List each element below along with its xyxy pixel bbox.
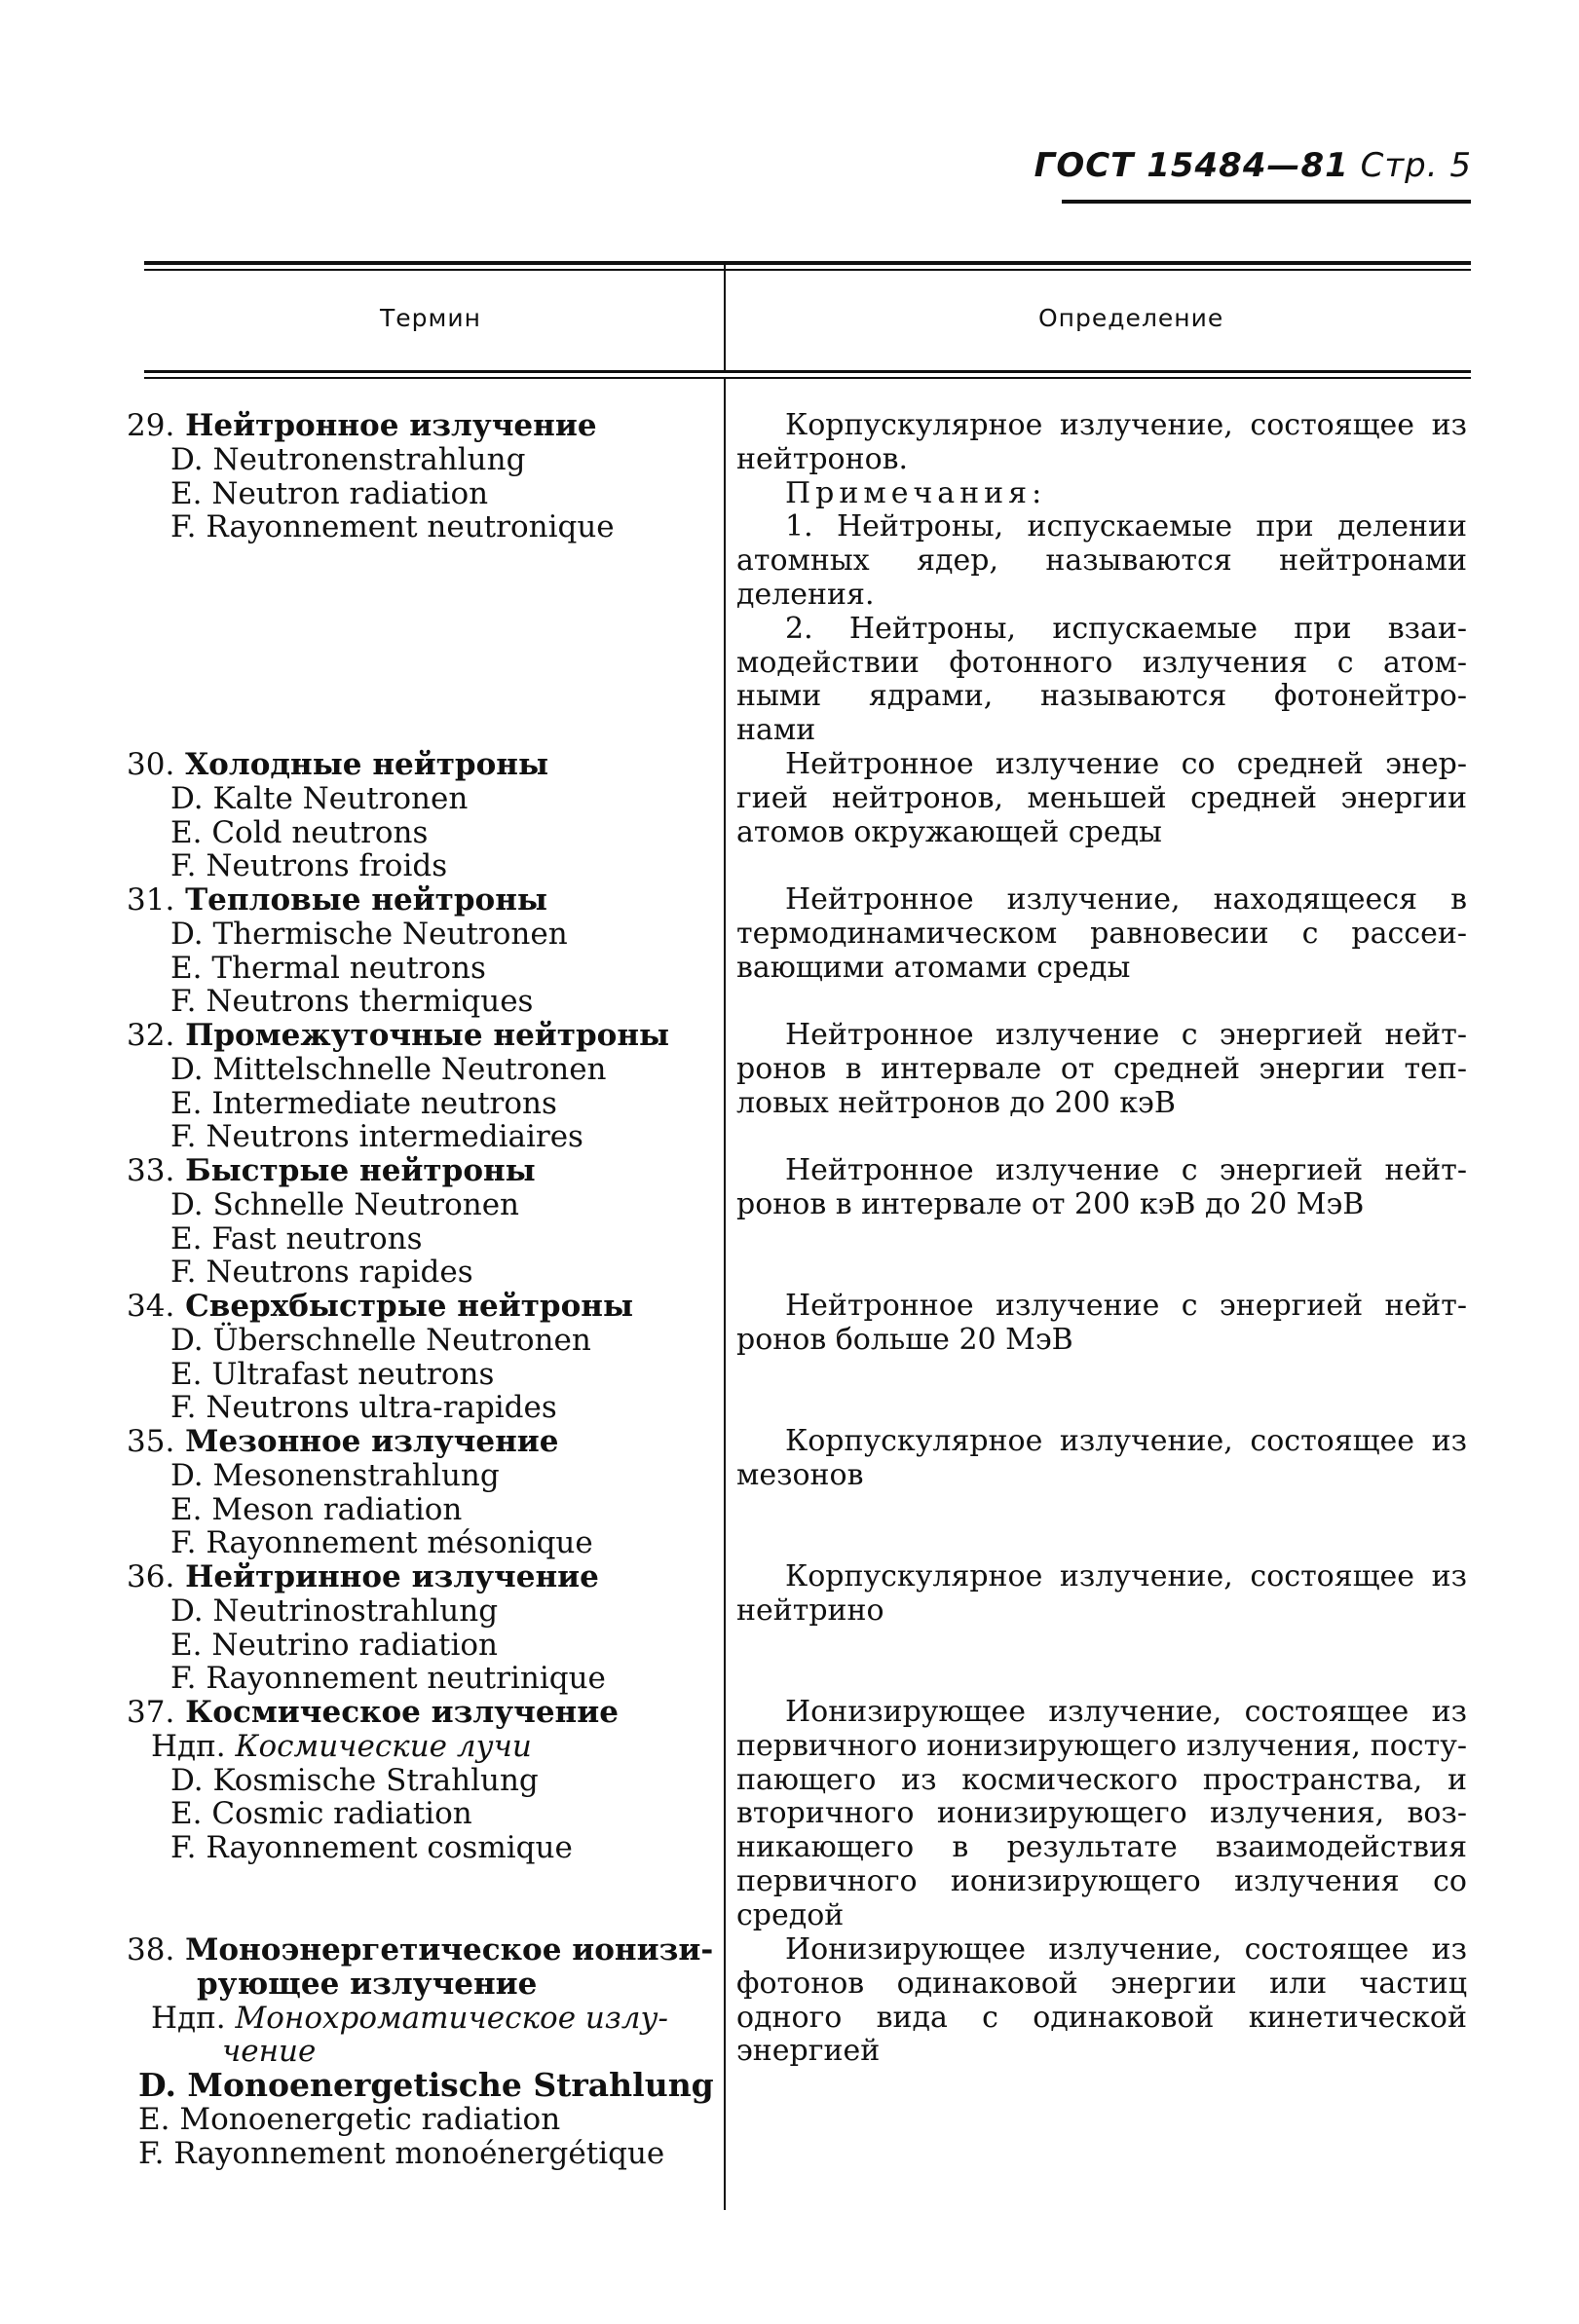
term-entry-29 — [127, 409, 672, 544]
def-line: Нейтронное излучение со средней энер- — [785, 747, 1467, 781]
term-de: D. Neutrinostrahlung — [170, 1593, 499, 1629]
term-title: 32. Промежуточные нейтроны — [127, 1018, 670, 1053]
definition-30 — [736, 748, 1467, 849]
header-bottom-rule-thin — [144, 377, 1471, 379]
def-line: средой — [736, 1897, 845, 1932]
term-en: E. Cosmic radiation — [170, 1796, 472, 1832]
term-en: E. Thermal neutrons — [170, 950, 486, 986]
term-fr: F. Neutrons intermediaires — [170, 1119, 583, 1155]
def-line: нейтрино — [736, 1593, 884, 1628]
definition-37 — [736, 1696, 1467, 1933]
definition-31 — [736, 883, 1467, 985]
def-line: Корпускулярное излучение, состоящее из — [785, 408, 1467, 442]
table-top-rule-thin — [144, 269, 1471, 271]
term-entry-38 — [127, 1932, 714, 2171]
term-de: D. Schnelle Neutronen — [170, 1186, 520, 1222]
term-deprecated-cont: чение — [222, 2034, 317, 2070]
def-line: Нейтронное излучение с энергией нейт- — [785, 1153, 1467, 1187]
term-de: D. Mittelschnelle Neutronen — [170, 1051, 607, 1087]
def-line: вающими атомами среды — [736, 950, 1131, 985]
term-title: 31. Тепловые нейтроны — [127, 882, 547, 918]
term-entry-34 — [127, 1290, 672, 1425]
def-line: ронов в интервале от средней энергии теп- — [736, 1051, 1467, 1086]
term-entry-32 — [127, 1019, 672, 1154]
def-line: Нейтронное излучение с энергией нейт- — [785, 1018, 1467, 1052]
term-title: 30. Холодные нейтроны — [127, 747, 549, 782]
term-title: 34. Сверхбыстрые нейтроны — [127, 1289, 634, 1324]
def-line: никающего в результате взаимодействия — [736, 1830, 1467, 1865]
term-entry-36 — [127, 1560, 672, 1696]
def-line: вторичного ионизирующего излучения, воз- — [736, 1796, 1467, 1831]
definition-36 — [736, 1560, 1467, 1629]
gost-number: ГОСТ 15484—81 — [1034, 146, 1349, 185]
term-en: E. Cold neutrons — [170, 814, 429, 850]
term-en: E. Neutron radiation — [170, 475, 489, 511]
notes-title: Примечания: — [785, 475, 1047, 510]
term-de: D. Mesonenstrahlung — [170, 1457, 500, 1493]
def-line: Корпускулярное излучение, состоящее из — [785, 1559, 1467, 1593]
def-line: атомов окружающей среды — [736, 814, 1162, 849]
header-rule — [1062, 200, 1471, 204]
term-en: E. Ultrafast neutrons — [170, 1356, 495, 1392]
term-deprecated: Ндп. Монохроматическое излу- — [151, 2000, 668, 2036]
term-fr: F. Rayonnement neutronique — [170, 509, 615, 545]
term-entry-31 — [127, 883, 672, 1019]
term-fr: F. Rayonnement mésonique — [170, 1525, 593, 1561]
column-header-term: Термин — [380, 304, 481, 332]
def-line: фотонов одинаковой энергии или частиц — [736, 1966, 1467, 2001]
def-line: гией нейтронов, меньшей средней энергии — [736, 780, 1467, 815]
note-line: деления. — [736, 577, 875, 612]
def-line: одного вида с одинаковой кинетической — [736, 2000, 1467, 2035]
term-title: 33. Быстрые нейтроны — [127, 1153, 536, 1188]
page-header — [1034, 146, 1472, 185]
term-de: D. Monoenergetische Strahlung — [138, 2066, 714, 2105]
term-en: E. Monoenergetic radiation — [138, 2101, 561, 2137]
term-entry-33 — [127, 1154, 672, 1290]
term-de: D. Kosmische Strahlung — [170, 1762, 539, 1798]
term-fr: F. Neutrons ultra-rapides — [170, 1390, 557, 1426]
def-line: ронов в интервале от 200 кэВ до 20 МэВ — [736, 1186, 1365, 1221]
def-line: Нейтронное излучение с энергией нейт- — [785, 1289, 1467, 1323]
term-en: E. Meson radiation — [170, 1491, 463, 1527]
def-line: Ионизирующее излучение, состоящее из — [785, 1695, 1467, 1729]
term-title: 38. Моноэнергетическое ионизи- — [127, 1932, 714, 1968]
term-en: E. Fast neutrons — [170, 1220, 423, 1256]
term-de: D. Kalte Neutronen — [170, 780, 469, 816]
note-line: атомных ядер, называются нейтронами — [736, 544, 1467, 579]
note-line: ными ядрами, называются фотонейтро- — [736, 679, 1467, 714]
def-line: Корпускулярное излучение, состоящее из — [785, 1424, 1467, 1458]
def-line: ронов больше 20 МэВ — [736, 1322, 1073, 1357]
term-fr: F. Neutrons froids — [170, 848, 448, 884]
column-header-definition: Определение — [1038, 304, 1224, 332]
term-entry-37 — [127, 1696, 672, 1865]
def-line: первичного ионизирующего излучения со — [736, 1863, 1467, 1898]
column-divider — [724, 379, 726, 2210]
definition-38 — [736, 1933, 1467, 2069]
term-fr: F. Rayonnement cosmique — [170, 1830, 573, 1866]
definition-35 — [736, 1425, 1467, 1493]
note-line: 2. Нейтроны, испускаемые при взаи- — [785, 611, 1467, 646]
term-en: E. Neutrino radiation — [170, 1627, 498, 1663]
def-line: термодинамическом равновесии с рассеи- — [736, 916, 1467, 951]
def-line: нейтронов. — [736, 441, 909, 476]
column-divider-header — [724, 265, 726, 370]
term-title: 29. Нейтронное излучение — [127, 408, 597, 443]
definition-33 — [736, 1154, 1467, 1222]
page-number: Стр. 5 — [1360, 146, 1472, 185]
def-line: мезонов — [736, 1457, 864, 1492]
header-bottom-rule — [144, 370, 1471, 373]
definition-34 — [736, 1290, 1467, 1358]
term-title: 37. Космическое излучение — [127, 1695, 619, 1730]
def-line: Нейтронное излучение, находящееся в — [785, 882, 1467, 917]
term-fr: F. Neutrons rapides — [170, 1255, 473, 1291]
table-top-rule — [144, 261, 1471, 265]
term-de: D. Neutronenstrahlung — [170, 441, 526, 477]
def-line: первичного ионизирующего излучения, посту- — [736, 1728, 1467, 1763]
definition-29 — [736, 409, 1467, 748]
note-line: 1. Нейтроны, испускаемые при делении — [785, 509, 1467, 544]
term-deprecated: Ндп. Космические лучи — [151, 1728, 532, 1764]
def-line: энергией — [736, 2034, 881, 2069]
note-line: нами — [736, 713, 816, 748]
term-fr: F. Rayonnement neutrinique — [170, 1661, 606, 1697]
term-fr: F. Neutrons thermiques — [170, 984, 534, 1020]
term-de: D. Thermische Neutronen — [170, 916, 568, 952]
def-line: ловых нейтронов до 200 кэВ — [736, 1085, 1176, 1120]
term-title-cont: рующее излучение — [197, 1966, 538, 2002]
definition-32 — [736, 1019, 1467, 1120]
term-de: D. Überschnelle Neutronen — [170, 1322, 591, 1358]
term-en: E. Intermediate neutrons — [170, 1085, 557, 1121]
term-title: 35. Мезонное излучение — [127, 1424, 559, 1459]
def-line: пающего из космического пространства, и — [736, 1762, 1467, 1797]
term-title: 36. Нейтринное излучение — [127, 1559, 599, 1594]
term-entry-35 — [127, 1425, 672, 1560]
note-line: модействии фотонного излучения с атом- — [736, 645, 1467, 680]
def-line: Ионизирующее излучение, состоящее из — [785, 1932, 1467, 1967]
term-entry-30 — [127, 748, 672, 883]
term-fr: F. Rayonnement monoénergétique — [138, 2135, 665, 2171]
